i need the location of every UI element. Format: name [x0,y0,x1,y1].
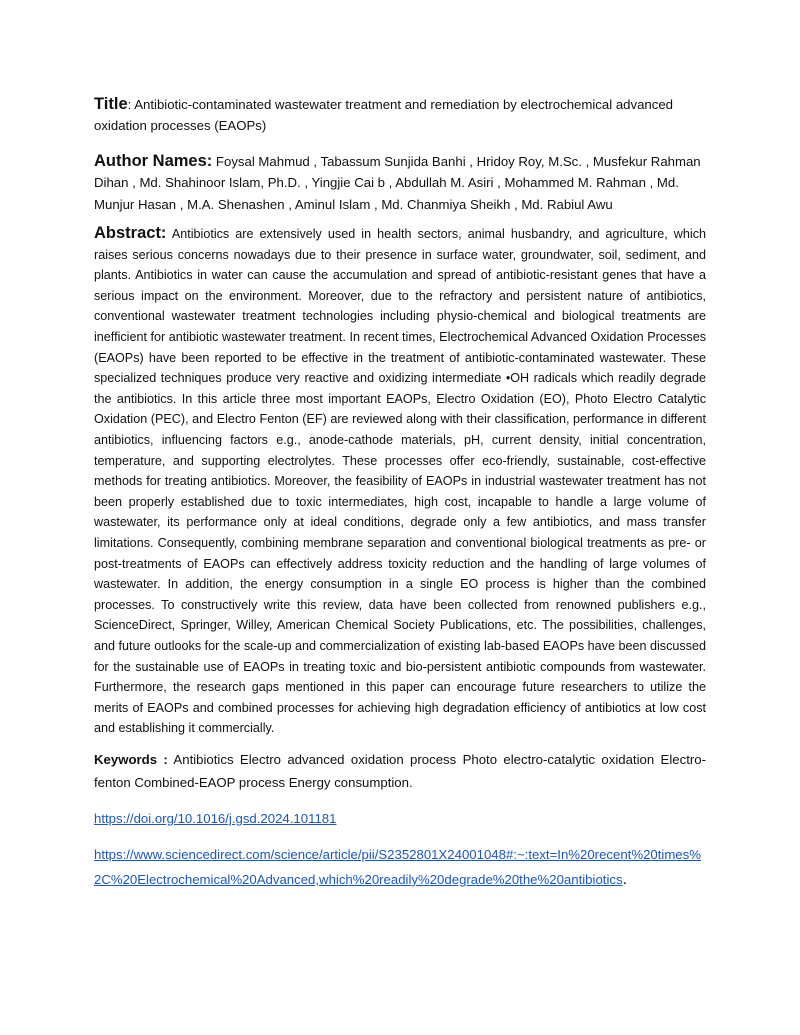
authors-text: Foysal Mahmud , Tabassum Sunjida Banhi , Hridoy Roy, M.Sc. , Musfekur Rahman Dihan , Md. Shahinoor Islam, Ph.D. , Yingjie Cai b , Abdullah M. Asiri , Mohammed M. Rahman , Md. Munjur Hasan , M.A. Shenashen , Aminul Islam , Md. Chanmiya Sheikh , Md. Rabiul Awu [94,153,701,212]
abstract-label: Abstract: [94,224,167,243]
title-paragraph [94,94,706,137]
keywords-text: Antibiotics Electro advanced oxidation process Photo electro-catalytic oxidation Electro-fenton Combined-EAOP process Energy consumption. [94,751,706,790]
sciencedirect-link-paragraph [94,843,706,892]
document-page [94,94,706,904]
authors-paragraph [94,151,706,215]
abstract-paragraph [94,223,706,739]
authors-label: Author Names: [94,151,213,170]
abstract-text: Antibiotics are extensively used in health sectors, animal husbandry, and agriculture, which raises serious concerns nowadays due to their presence in surface water, groundwater, soil, sediment, and plants. Antibiotics in water can cause the accumulation and spread of antibiotic-resistant genes that have a serious impact on the environment. Moreover, due to the refractory and persistent nature of antibiotics, conventional wastewater treatment technologies including physio-chemical and biological treatments are inefficient for antibiotic wastewater treatment. In recent times, Electrochemical Advanced Oxidation Processes (EAOPs) have been reported to be effective in the treatment of antibiotic-contaminated wastewater. These specialized techniques produce very reactive and oxidizing intermediate •OH radicals which readily degrade the antibiotics. In this article three most important EAOPs, Electro Oxidation (EO), Photo Electro Catalytic Oxidation (PEC), and Electro Fenton (EF) are reviewed along with their classification, performance in different antibiotics, influencing factors e.g., anode-cathode materials, pH, current density, initial concentration, temperature, and supporting electrolytes. These processes offer eco-friendly, sustainable, cost-effective methods for treating antibiotics. Moreover, the feasibility of EAOPs in industrial wastewater treatment has not been properly established due to toxic intermediates, high cost, incapable to handle a large volume of wastewater, its performance only at ideal conditions, degrade only a few antibiotics, and mass transfer limitations. Consequently, combining membrane separation and conventional biological treatments as pre- or post-treatments of EAOPs can effectively address toxicity reduction and the handling of large volumes of wastewater. In addition, the energy consumption in a single EO process is higher than the combined processes. To constructively write this review, data have been collected from renowned publishers e.g., ScienceDirect, Springer, Willey, American Chemical Society Publications, etc. The possibilities, challenges, and future outlooks for the scale-up and commercialization of existing lab-based EAOPs have been discussed for the sustainable use of EAOPs in treating toxic and bio-persistent antibiotic compounds from wastewater. Furthermore, the research gaps mentioned in this paper can encourage future researchers to utilize the merits of EAOPs and combined processes for achieving high degradation efficiency of antibiotics at low cost and establishing it commercially. [94,227,706,736]
doi-link-paragraph [94,807,706,832]
title-colon: : [127,97,132,112]
link-trailing-period: . [622,870,628,888]
keywords-paragraph [94,748,706,794]
title-text: Antibiotic-contaminated wastewater treatment and remediation by electrochemical advanced oxidation processes (EAOPs) [94,97,674,134]
title-label: Title [94,95,128,113]
doi-link[interactable]: https://doi.org/10.1016/j.gsd.2024.101181 [94,810,337,826]
sciencedirect-link[interactable]: https://www.sciencedirect.com/science/article/pii/S2352801X24001048#:~:text=In%20recent%20times%2C%20Electrochemical%20Advanced,which%20readily%20degrade%20the%20antibiotics [94,847,701,887]
keywords-label: Keywords : [94,751,168,767]
